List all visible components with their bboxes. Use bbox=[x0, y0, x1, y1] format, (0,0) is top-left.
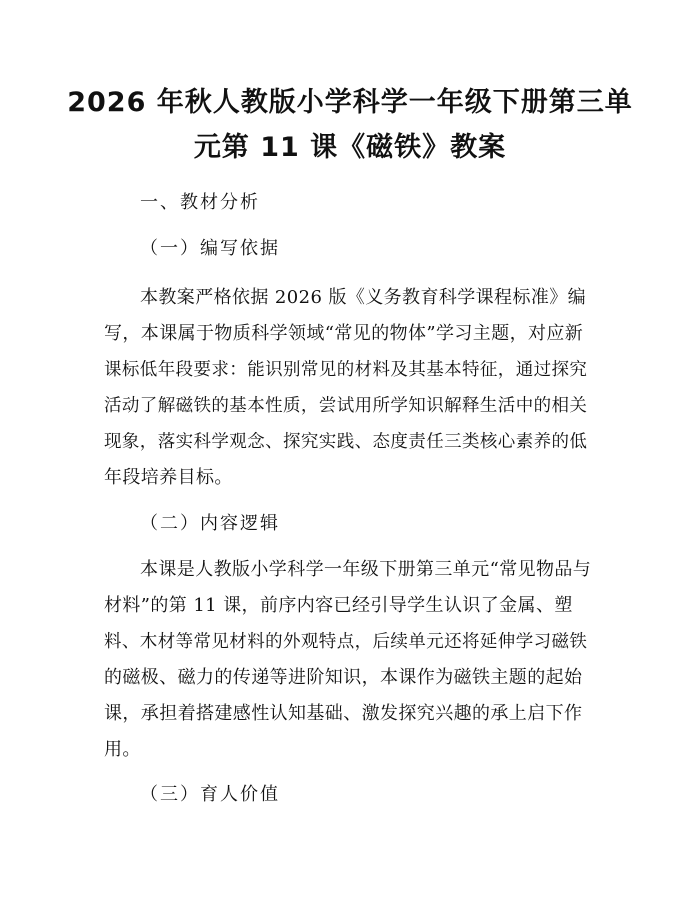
paragraph-line: 材料”的第 11 课，前序内容已经引导学生认识了金属、塑 bbox=[104, 595, 573, 616]
paragraph-line: 的磁极、磁力的传递等进阶知识，本课作为磁铁主题的起始 bbox=[104, 667, 583, 688]
section-heading-textbook-analysis: 一、教材分析 bbox=[140, 192, 260, 213]
subsection-heading-educational-value: （三）育人价值 bbox=[140, 784, 280, 805]
paragraph-line: 本教案严格依据 2026 版《义务教育科学课程标准》编 bbox=[140, 287, 587, 308]
document-title-line-1: 2026 年秋人教版小学科学一年级下册第三单 bbox=[67, 87, 633, 118]
subsection-heading-content-logic: （二）内容逻辑 bbox=[140, 513, 280, 534]
paragraph-line: 活动了解磁铁的基本性质，尝试用所学知识解释生活中的相关 bbox=[104, 396, 588, 416]
paragraph-line: 课标低年段要求：能识别常见的材料及其基本特征，通过探究 bbox=[104, 360, 588, 380]
paragraph-line: 用。 bbox=[104, 739, 141, 760]
paragraph-line: 现象，落实科学观念、探究实践、态度责任三类核心素养的低 bbox=[104, 432, 588, 452]
subsection-heading-writing-basis: （一）编写依据 bbox=[140, 238, 280, 259]
paragraph-line: 本课是人教版小学科学一年级下册第三单元“常见物品与 bbox=[140, 559, 592, 580]
paragraph-line: 年段培养目标。 bbox=[104, 467, 233, 488]
paragraph-line: 料、木材等常见材料的外观特点，后续单元还将延伸学习磁铁 bbox=[104, 632, 588, 652]
paragraph-line: 写，本课属于物质科学领域“常见的物体”学习主题，对应新 bbox=[104, 323, 584, 344]
paragraph-line: 课，承担着搭建感性认知基础、激发探究兴趣的承上启下作 bbox=[104, 703, 583, 724]
document-title-line-2: 元第 11 课《磁铁》教案 bbox=[193, 132, 507, 163]
